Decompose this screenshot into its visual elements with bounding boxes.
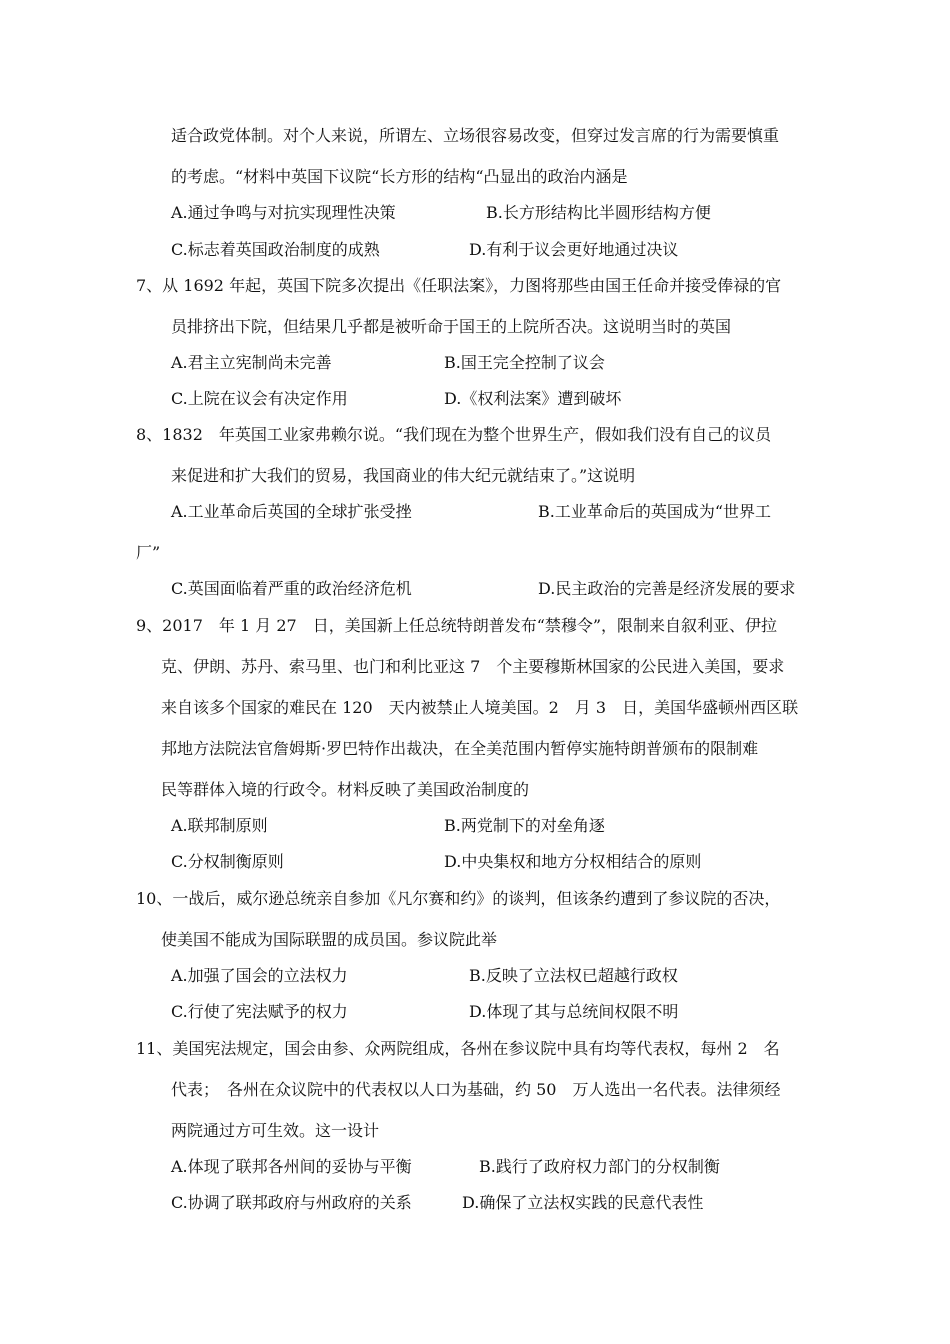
q10-option-a: A.加强了国会的立法权力 bbox=[171, 966, 348, 985]
q8-option-b: B.工业革命后的英国成为“世界工 bbox=[538, 502, 772, 521]
q11-option-c: C.协调了联邦政府与州政府的关系 bbox=[171, 1193, 412, 1212]
q9-stem-line-3: 来自该多个国家的难民在 120 天内被禁止人境美国。2 月 3 日，美国华盛顿州西区联 bbox=[161, 698, 799, 717]
q8-stem-line-2: 来促进和扩大我们的贸易，我国商业的伟大纪元就结束了。”这说明 bbox=[171, 466, 636, 485]
q8-option-b-wrap: 厂” bbox=[136, 543, 161, 562]
q6-option-b: B.长方形结构比半圆形结构方便 bbox=[486, 203, 711, 222]
q7-option-a: A.君主立宪制尚未完善 bbox=[171, 353, 332, 372]
q9-stem-line-1: 9、2017 年 1 月 27 日，美国新上任总统特朗普发布“禁穆令”，限制来自叙利亚、伊拉 bbox=[136, 616, 778, 635]
q8-option-d: D.民主政治的完善是经济发展的要求 bbox=[538, 579, 796, 598]
q11-option-a: A.体现了联邦各州间的妥协与平衡 bbox=[171, 1157, 412, 1176]
q6-stem-line-1: 适合政党体制。对个人来说，所谓左、立场很容易改变，但穿过发言席的行为需要慎重 bbox=[171, 126, 780, 145]
q10-stem-line-2: 使美国不能成为国际联盟的成员国。参议院此举 bbox=[161, 930, 498, 949]
q10-option-c: C.行使了宪法赋予的权力 bbox=[171, 1002, 348, 1021]
q6-stem-line-2: 的考虑。“材料中英国下议院“长方形的结构“凸显出的政治内涵是 bbox=[171, 167, 628, 186]
q8-option-a: A.工业革命后英国的全球扩张受挫 bbox=[171, 502, 412, 521]
q9-option-d: D.中央集权和地方分权相结合的原则 bbox=[444, 852, 702, 871]
q11-option-d: D.确保了立法权实践的民意代表性 bbox=[462, 1193, 704, 1212]
q10-option-b: B.反映了立法权已超越行政权 bbox=[469, 966, 678, 985]
q6-option-a: A.通过争鸣与对抗实现理性决策 bbox=[171, 203, 396, 222]
q10-option-d: D.体现了其与总统间权限不明 bbox=[469, 1002, 679, 1021]
q9-stem-line-5: 民等群体入境的行政令。材料反映了美国政治制度的 bbox=[161, 780, 530, 799]
q6-option-d: D.有利于议会更好地通过决议 bbox=[469, 240, 679, 259]
q8-option-c: C.英国面临着严重的政治经济危机 bbox=[171, 579, 412, 598]
q7-option-c: C.上院在议会有决定作用 bbox=[171, 389, 348, 408]
q11-option-b: B.践行了政府权力部门的分权制衡 bbox=[479, 1157, 720, 1176]
q9-stem-line-2: 克、伊朗、苏丹、索马里、也门和利比亚这 7 个主要穆斯林国家的公民进入美国，要求 bbox=[161, 657, 785, 676]
q6-option-c: C.标志着英国政治制度的成熟 bbox=[171, 240, 380, 259]
q9-option-b: B.两党制下的对垒角逐 bbox=[444, 816, 605, 835]
q9-option-a: A.联邦制原则 bbox=[171, 816, 268, 835]
q11-stem-line-3: 两院通过方可生效。这一设计 bbox=[171, 1121, 380, 1140]
q7-option-b: B.国王完全控制了议会 bbox=[444, 353, 605, 372]
q10-stem-line-1: 10、一战后，威尔逊总统亲自参加《凡尔赛和约》的谈判，但该条约遭到了参议院的否决， bbox=[136, 889, 781, 908]
q9-stem-line-4: 邦地方法院法官詹姆斯·罗巴特作出裁决，在全美范围内暂停实施特朗普颁布的限制难 bbox=[161, 739, 759, 758]
q7-option-d: D.《权利法案》遭到破坏 bbox=[444, 389, 622, 408]
q8-stem-line-1: 8、1832 年英国工业家弗赖尔说。“我们现在为整个世界生产，假如我们没有自己的议员 bbox=[136, 425, 772, 444]
q11-stem-line-2: 代表； 各州在众议院中的代表权以人口为基础，约 50 万人选出一名代表。法律须经 bbox=[171, 1080, 781, 1099]
q11-stem-line-1: 11、美国宪法规定，国会由参、众两院组成，各州在参议院中具有均等代表权，每州 2 名 bbox=[136, 1039, 780, 1058]
q7-stem-line-2: 员排挤出下院，但结果几乎都是被听命于国王的上院所否决。这说明当时的英国 bbox=[171, 317, 732, 336]
q9-option-c: C.分权制衡原则 bbox=[171, 852, 284, 871]
q7-stem-line-1: 7、从 1692 年起，英国下院多次提出《任职法案》，力图将那些由国王任命并接受俸禄的官 bbox=[136, 276, 782, 295]
